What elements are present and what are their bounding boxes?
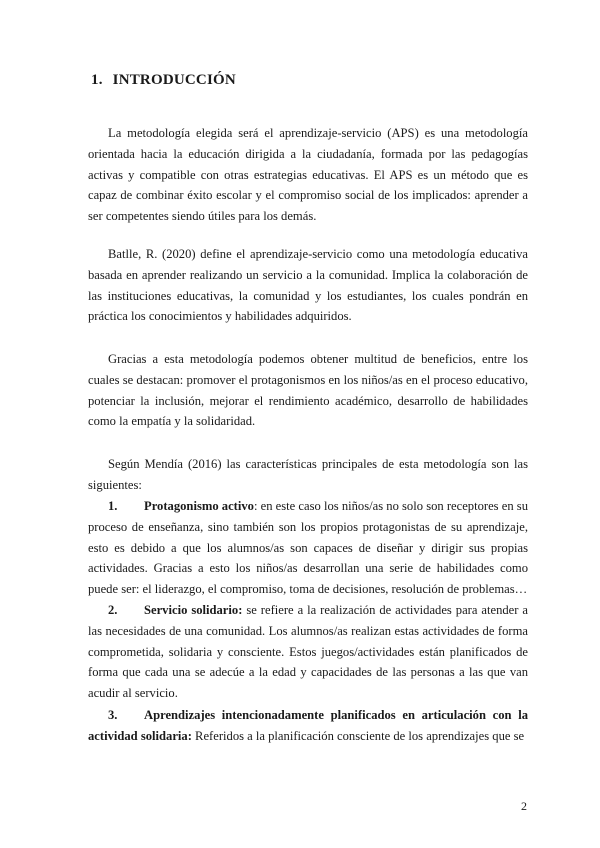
list-item-protagonismo: [88, 496, 528, 600]
section-title: INTRODUCCIÓN: [112, 72, 236, 88]
paragraph-mendia: Según Mendía (2016) las características principales de esta metodología son las siguientes:: [88, 457, 528, 492]
list-item-number: 1.: [108, 499, 118, 513]
list-item-text: se refiere a la realización de actividades para atender a las necesidades de una comunidad. Los alumnos/as realizan estas actividades de forma comprometida, solidaria y consciente. Estos juegos/actividades están planificados de forma que cada una se adecúe a la edad y capacidades de las personas a las que van acudir al servicio.: [88, 603, 528, 701]
list-item-number: 3.: [108, 708, 118, 722]
paragraph-aps-definition: La metodología elegida será el aprendizaje-servicio (APS) es una metodología orientada hacia la educación dirigida a la ciudadanía, formada por las pedagogías activas y compatible con otras estrategias educativas. El APS es un método que es capaz de combinar éxito escolar y el compromiso social de los implicados: aprender a ser competentes siendo útiles para los demás.: [88, 126, 528, 224]
list-item-term: Servicio solidario:: [144, 603, 243, 617]
list-item-number: 2.: [108, 603, 118, 617]
page-number: 2: [521, 799, 527, 813]
section-heading: [91, 72, 236, 89]
list-item-text: Referidos a la planificación consciente de los aprendizajes que se: [191, 728, 525, 743]
section-number: 1.: [91, 72, 103, 88]
list-item-term: Aprendizajes intencionadamente planificados en articulación con la actividad solidaria:: [88, 708, 528, 743]
list-item-term: Protagonismo activo: [144, 499, 254, 513]
list-item-text: : en este caso los niños/as no solo son receptores en su proceso de enseñanza, sino también son los propios protagonistas de su aprendizaje, esto es debido a que los alumnos/as son capaces de diseñar y dirigir sus propias actividades. Gracias a esto los niños/as desarrollan una serie de habilidades como puede ser: el liderazgo, el compromiso, toma de decisiones, resolución de problemas…: [88, 499, 528, 597]
list-item-servicio: [88, 600, 528, 704]
paragraph-batlle: Batlle, R. (2020) define el aprendizaje-servicio como una metodología educativa basada en aprender realizando un servicio a la comunidad. Implica la colaboración de las instituciones educativas, la comunidad y los estudiantes, los cuales pondrán en práctica los conocimientos y habilidades adquiridos.: [88, 247, 528, 324]
paragraph-benefits: Gracias a esta metodología podemos obtener multitud de beneficios, entre los cuales se destacan: promover el protagonismos en los niños/as en el proceso educativo, potenciar la inclusión, mejorar el rendimiento académico, desarrollo de habilidades como la empatía y la solidaridad.: [88, 352, 528, 429]
list-item-aprendizajes: [88, 705, 528, 747]
